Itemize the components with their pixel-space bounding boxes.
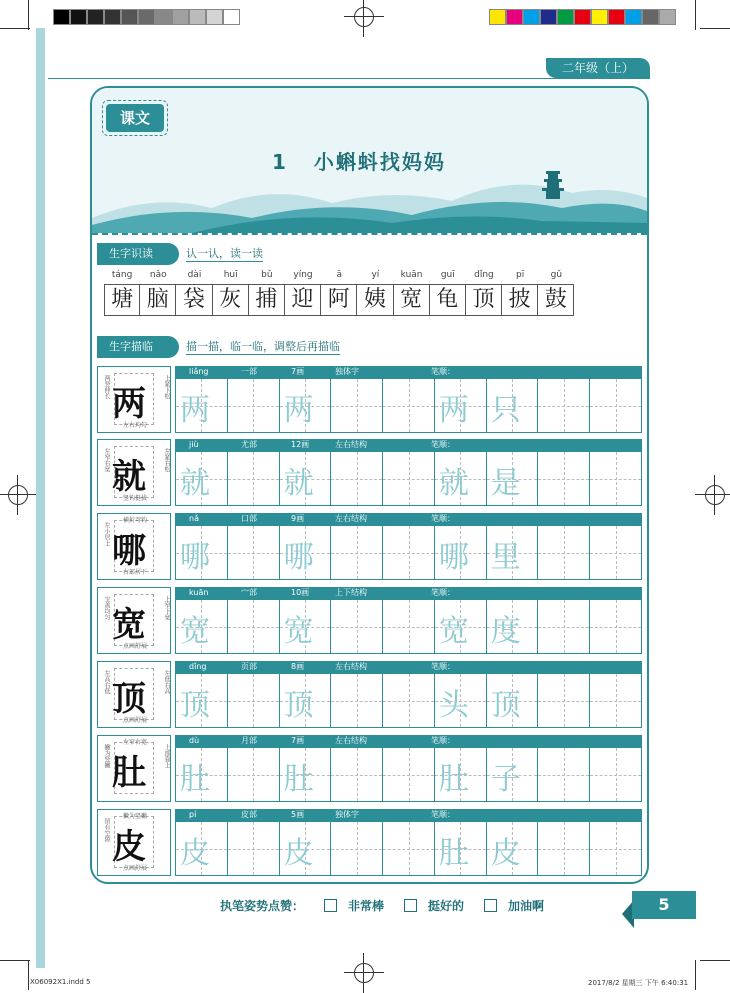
trace-char: 哪 <box>180 540 210 575</box>
trace-char: 顶 <box>283 688 314 723</box>
writing-grid <box>175 673 642 728</box>
trace-char: 皮 <box>283 836 314 871</box>
writing-tip-top: 横折弯钩 <box>122 517 147 524</box>
writing-tip-bottom: 点画舒展 <box>122 717 147 724</box>
page-spine-stripe <box>36 28 45 968</box>
char-structure: 左右结构 <box>335 514 367 523</box>
literacy-instruction: 认一认，读一读 <box>186 247 263 260</box>
writing-tip-left: 留有空隙 <box>103 818 110 842</box>
crop-mark <box>700 960 730 961</box>
char-pinyin: liǎng <box>189 367 209 376</box>
grade-label: 二年级（上） <box>546 58 650 78</box>
char-stroke-count: 7画 <box>291 736 305 745</box>
stroke-order-label: 笔顺： <box>431 662 455 671</box>
literacy-char-cell <box>285 270 321 316</box>
rating-option-3: 加油啊 <box>508 899 545 913</box>
writing-cell[interactable] <box>280 379 332 432</box>
writing-cell[interactable] <box>590 452 641 505</box>
writing-cell[interactable] <box>538 600 590 653</box>
writing-cell[interactable] <box>331 748 383 801</box>
writing-cell[interactable] <box>383 452 435 505</box>
writing-cell[interactable] <box>590 379 641 432</box>
writing-cell[interactable] <box>228 379 280 432</box>
pinyin-label: ā <box>336 270 342 280</box>
writing-cell[interactable] <box>538 526 590 579</box>
trace-char: 就 <box>180 466 210 501</box>
writing-cell[interactable] <box>176 379 228 432</box>
writing-cell[interactable] <box>435 452 487 505</box>
char-structure: 左右结构 <box>335 736 367 745</box>
registration-mark-right <box>695 475 730 515</box>
char-structure: 上下结构 <box>335 588 367 597</box>
pinyin-label: yíng <box>293 270 313 280</box>
writing-cell[interactable] <box>383 379 435 432</box>
literacy-char-cell <box>357 270 393 316</box>
writing-cell[interactable] <box>331 600 383 653</box>
writing-cell[interactable] <box>228 600 280 653</box>
hanzi-char: 脑 <box>140 284 176 316</box>
crop-mark <box>700 28 730 29</box>
model-char-box <box>97 366 171 433</box>
writing-cell[interactable] <box>590 822 641 875</box>
crop-mark <box>28 960 29 990</box>
literacy-char-cell <box>249 270 285 316</box>
model-char-box <box>97 513 171 580</box>
model-char: 两 <box>112 384 146 424</box>
writing-cell[interactable] <box>590 526 641 579</box>
hanzi-char: 阿 <box>321 284 357 316</box>
writing-cell[interactable] <box>383 674 435 727</box>
model-char: 肚 <box>112 753 146 793</box>
pen-posture-rating <box>220 897 544 914</box>
crop-mark <box>0 960 30 961</box>
writing-cell[interactable] <box>383 822 435 875</box>
literacy-character-row <box>104 270 574 316</box>
slug-file: X06092X1.indd 5 <box>30 978 91 986</box>
writing-cell[interactable] <box>487 379 539 432</box>
writing-cell[interactable] <box>280 452 332 505</box>
char-structure: 独体字 <box>335 810 359 819</box>
hanzi-char: 迎 <box>285 284 321 316</box>
header-rule <box>48 78 650 79</box>
rating-checkbox-3[interactable] <box>484 899 497 912</box>
char-stroke-count: 10画 <box>291 588 310 597</box>
hanzi-char: 顶 <box>466 284 502 316</box>
model-char: 哪 <box>112 531 146 571</box>
practice-section-label: 生字描临 <box>97 336 179 358</box>
trace-char: 子 <box>490 762 521 797</box>
stroke-order-label: 笔顺： <box>431 440 455 449</box>
literacy-char-cell <box>394 270 430 316</box>
writing-cell[interactable] <box>383 748 435 801</box>
trace-char: 顶 <box>490 688 521 723</box>
crop-mark <box>28 0 29 30</box>
pinyin-label: huī <box>223 270 238 280</box>
literacy-char-cell <box>538 270 574 316</box>
writing-cell[interactable] <box>435 526 487 579</box>
writing-cell[interactable] <box>590 674 641 727</box>
model-char: 就 <box>112 457 146 497</box>
model-char: 顶 <box>112 679 146 719</box>
pinyin-label: táng <box>111 270 133 280</box>
writing-tip-bottom: 点画舒展 <box>122 643 147 650</box>
hanzi-char: 塘 <box>104 284 140 316</box>
char-radical: 尤部 <box>241 440 257 449</box>
trace-char: 两 <box>438 393 469 428</box>
char-radical: 宀部 <box>241 588 257 597</box>
crop-mark <box>0 28 30 29</box>
pinyin-label: bǔ <box>261 270 273 280</box>
rating-checkbox-2[interactable] <box>404 899 417 912</box>
hanzi-char: 袋 <box>176 284 212 316</box>
trace-char: 顶 <box>180 688 210 723</box>
writing-tip-left: 撇为竖撇 <box>103 744 110 768</box>
writing-cell[interactable] <box>538 674 590 727</box>
writing-cell[interactable] <box>487 748 539 801</box>
writing-cell[interactable] <box>176 822 228 875</box>
trace-char: 皮 <box>180 836 210 871</box>
writing-cell[interactable] <box>331 452 383 505</box>
slug-timestamp: 2017/8/2 星期三 下午 6:40:31 <box>588 979 689 987</box>
char-structure: 左右结构 <box>335 662 367 671</box>
trace-char: 宽 <box>438 614 469 649</box>
char-stroke-count: 12画 <box>291 440 310 449</box>
trace-char: 两 <box>283 393 314 428</box>
model-char-box <box>97 809 171 876</box>
trace-char: 哪 <box>283 540 314 575</box>
writing-cell[interactable] <box>228 674 280 727</box>
hanzi-char: 鼓 <box>538 284 574 316</box>
pinyin-label: gǔ <box>550 270 563 280</box>
writing-cell[interactable] <box>538 748 590 801</box>
writing-cell[interactable] <box>280 748 332 801</box>
writing-cell[interactable] <box>228 452 280 505</box>
char-structure: 左右结构 <box>335 440 367 449</box>
writing-tip-right: 左低右高 <box>163 670 170 694</box>
hanzi-char: 灰 <box>213 284 249 316</box>
writing-cell[interactable] <box>487 526 539 579</box>
writing-cell[interactable] <box>487 822 539 875</box>
writing-grid <box>175 821 642 876</box>
char-structure: 独体字 <box>335 367 359 376</box>
writing-cell[interactable] <box>435 822 487 875</box>
writing-grid <box>175 378 642 433</box>
char-info-bar <box>175 587 642 599</box>
writing-cell[interactable] <box>487 674 539 727</box>
writing-cell[interactable] <box>435 600 487 653</box>
trace-char: 是 <box>490 466 521 501</box>
char-stroke-count: 5画 <box>291 810 305 819</box>
writing-cell[interactable] <box>228 526 280 579</box>
writing-tip-right: 上紧下松 <box>163 375 170 399</box>
char-info-bar <box>175 661 642 673</box>
stroke-order-label: 笔顺： <box>431 367 455 376</box>
char-stroke-count: 7画 <box>291 367 305 376</box>
trace-char: 就 <box>283 466 314 501</box>
practice-row <box>97 735 642 802</box>
literacy-char-cell <box>502 270 538 316</box>
writing-tip-right: 土部靠上 <box>163 744 170 768</box>
rating-option-2: 挺好的 <box>428 899 465 913</box>
writing-tip-top: 左窄右宽 <box>122 739 147 746</box>
trace-char: 就 <box>438 466 469 501</box>
trace-char: 哪 <box>438 540 469 575</box>
practice-row <box>97 439 642 506</box>
trace-char: 肚 <box>283 762 314 797</box>
model-char: 宽 <box>112 605 146 645</box>
literacy-section-label: 生字识读 <box>97 243 179 265</box>
trace-char: 两 <box>180 393 210 428</box>
trace-char: 里 <box>490 540 521 575</box>
model-char-box <box>97 587 171 654</box>
trace-char: 肚 <box>180 762 210 797</box>
char-radical: 页部 <box>241 662 257 671</box>
cmyk-color-bar <box>489 9 676 25</box>
writing-cell[interactable] <box>228 748 280 801</box>
hanzi-char: 捕 <box>249 284 285 316</box>
writing-cell[interactable] <box>538 822 590 875</box>
writing-tip-right: 上窄下宽 <box>163 596 170 620</box>
hanzi-char: 姨 <box>357 284 393 316</box>
writing-tip-top: 撇为竖撇 <box>122 813 147 820</box>
writing-cell[interactable] <box>228 822 280 875</box>
pinyin-label: dài <box>187 270 202 280</box>
crop-mark <box>695 960 696 990</box>
char-pinyin: dù <box>189 736 200 745</box>
trace-char: 宽 <box>283 614 314 649</box>
writing-tip-bottom: 左右均匀 <box>122 422 147 429</box>
writing-cell[interactable] <box>487 452 539 505</box>
lesson-title-text: 小蝌蚪找妈妈 <box>313 150 446 174</box>
writing-cell[interactable] <box>176 452 228 505</box>
writing-cell[interactable] <box>280 822 332 875</box>
trace-char: 肚 <box>438 762 469 797</box>
grayscale-color-bar <box>53 9 240 25</box>
writing-cell[interactable] <box>176 674 228 727</box>
char-stroke-count: 9画 <box>291 514 305 523</box>
writing-tip-left: 两竖伸长 <box>103 375 110 399</box>
practice-row <box>97 587 642 654</box>
char-pinyin: kuān <box>189 588 209 597</box>
writing-cell[interactable] <box>590 600 641 653</box>
pinyin-label: guī <box>440 270 455 280</box>
practice-row <box>97 366 642 433</box>
writing-grid <box>175 599 642 654</box>
writing-cell[interactable] <box>176 526 228 579</box>
banner-divider <box>92 233 647 235</box>
writing-tip-left: 宝盖均匀 <box>103 596 110 620</box>
crop-mark <box>695 0 696 30</box>
hanzi-char: 宽 <box>394 284 430 316</box>
writing-cell[interactable] <box>487 600 539 653</box>
lesson-number: 1 <box>272 150 288 174</box>
writing-cell[interactable] <box>331 526 383 579</box>
writing-cell[interactable] <box>435 748 487 801</box>
writing-cell[interactable] <box>383 526 435 579</box>
writing-cell[interactable] <box>383 600 435 653</box>
registration-mark-left <box>0 475 38 515</box>
trace-char: 度 <box>490 614 521 649</box>
char-stroke-count: 8画 <box>291 662 305 671</box>
trace-char: 头 <box>438 688 469 723</box>
writing-cell[interactable] <box>538 379 590 432</box>
pinyin-label: yí <box>371 270 380 280</box>
registration-mark-top <box>344 0 384 37</box>
literacy-char-cell <box>430 270 466 316</box>
writing-cell[interactable] <box>176 600 228 653</box>
pinyin-label: kuān <box>400 270 423 280</box>
writing-cell[interactable] <box>331 822 383 875</box>
writing-grid <box>175 747 642 802</box>
practice-row <box>97 809 642 876</box>
char-pinyin: pí <box>189 810 197 819</box>
writing-grid <box>175 525 642 580</box>
writing-cell[interactable] <box>280 526 332 579</box>
rating-prompt: 执笔姿势点赞： <box>220 899 305 913</box>
char-pinyin: nǎ <box>189 514 199 523</box>
pinyin-label: pī <box>516 270 525 280</box>
literacy-char-cell <box>466 270 502 316</box>
literacy-char-cell <box>321 270 357 316</box>
char-radical: 一部 <box>241 367 257 376</box>
trace-char: 皮 <box>490 836 521 871</box>
writing-cell[interactable] <box>176 748 228 801</box>
page-number: 5 <box>632 891 696 919</box>
pinyin-label: nǎo <box>149 270 167 280</box>
writing-cell[interactable] <box>331 674 383 727</box>
writing-cell[interactable] <box>435 674 487 727</box>
hanzi-char: 龟 <box>430 284 466 316</box>
lesson-title <box>272 146 446 175</box>
writing-cell[interactable] <box>435 379 487 432</box>
writing-cell[interactable] <box>280 600 332 653</box>
trace-char: 肚 <box>438 836 469 871</box>
model-char-box <box>97 661 171 728</box>
writing-tip-left: 左高右低 <box>103 670 110 694</box>
literacy-char-cell <box>176 270 212 316</box>
char-info-bar <box>175 439 642 451</box>
char-info-bar <box>175 809 642 821</box>
char-pinyin: dǐng <box>189 662 207 671</box>
writing-cell[interactable] <box>280 674 332 727</box>
model-char-box <box>97 735 171 802</box>
writing-cell[interactable] <box>331 379 383 432</box>
writing-tip-left: 左小居上 <box>103 522 110 546</box>
char-pinyin: jiù <box>189 440 199 449</box>
practice-instruction: 描一描，临一临，调整后再描临 <box>186 340 340 353</box>
char-info-bar <box>175 366 642 378</box>
literacy-char-cell <box>104 270 140 316</box>
char-radical: 皮部 <box>241 810 257 819</box>
trace-char: 只 <box>490 393 521 428</box>
literacy-char-cell <box>140 270 176 316</box>
writing-grid <box>175 451 642 506</box>
stroke-order-label: 笔顺： <box>431 588 455 597</box>
writing-tip-left: 左窄右宽 <box>103 448 110 472</box>
trace-char: 宽 <box>180 614 210 649</box>
model-char: 皮 <box>112 827 146 867</box>
writing-tip-bottom: 右部居下 <box>122 569 147 576</box>
pinyin-label: dǐng <box>474 270 494 280</box>
char-radical: 月部 <box>241 736 257 745</box>
rating-option-1: 非常棒 <box>348 899 385 913</box>
char-radical: 口部 <box>241 514 257 523</box>
section-tag: 课文 <box>106 104 164 132</box>
practice-row <box>97 661 642 728</box>
writing-cell[interactable] <box>538 452 590 505</box>
literacy-char-cell <box>213 270 249 316</box>
char-info-bar <box>175 513 642 525</box>
model-char-box <box>97 439 171 506</box>
writing-tip-bottom: 点画舒展 <box>122 865 147 872</box>
registration-mark-bottom <box>344 953 384 993</box>
practice-row <box>97 513 642 580</box>
stroke-order-label: 笔顺： <box>431 736 455 745</box>
hanzi-char: 披 <box>502 284 538 316</box>
char-info-bar <box>175 735 642 747</box>
rating-checkbox-1[interactable] <box>324 899 337 912</box>
writing-tip-bottom: 竖钩挺拔 <box>122 495 147 502</box>
stroke-order-label: 笔顺： <box>431 514 455 523</box>
writing-cell[interactable] <box>590 748 641 801</box>
stroke-order-label: 笔顺： <box>431 810 455 819</box>
writing-tip-right: 左紧右松 <box>163 448 170 472</box>
